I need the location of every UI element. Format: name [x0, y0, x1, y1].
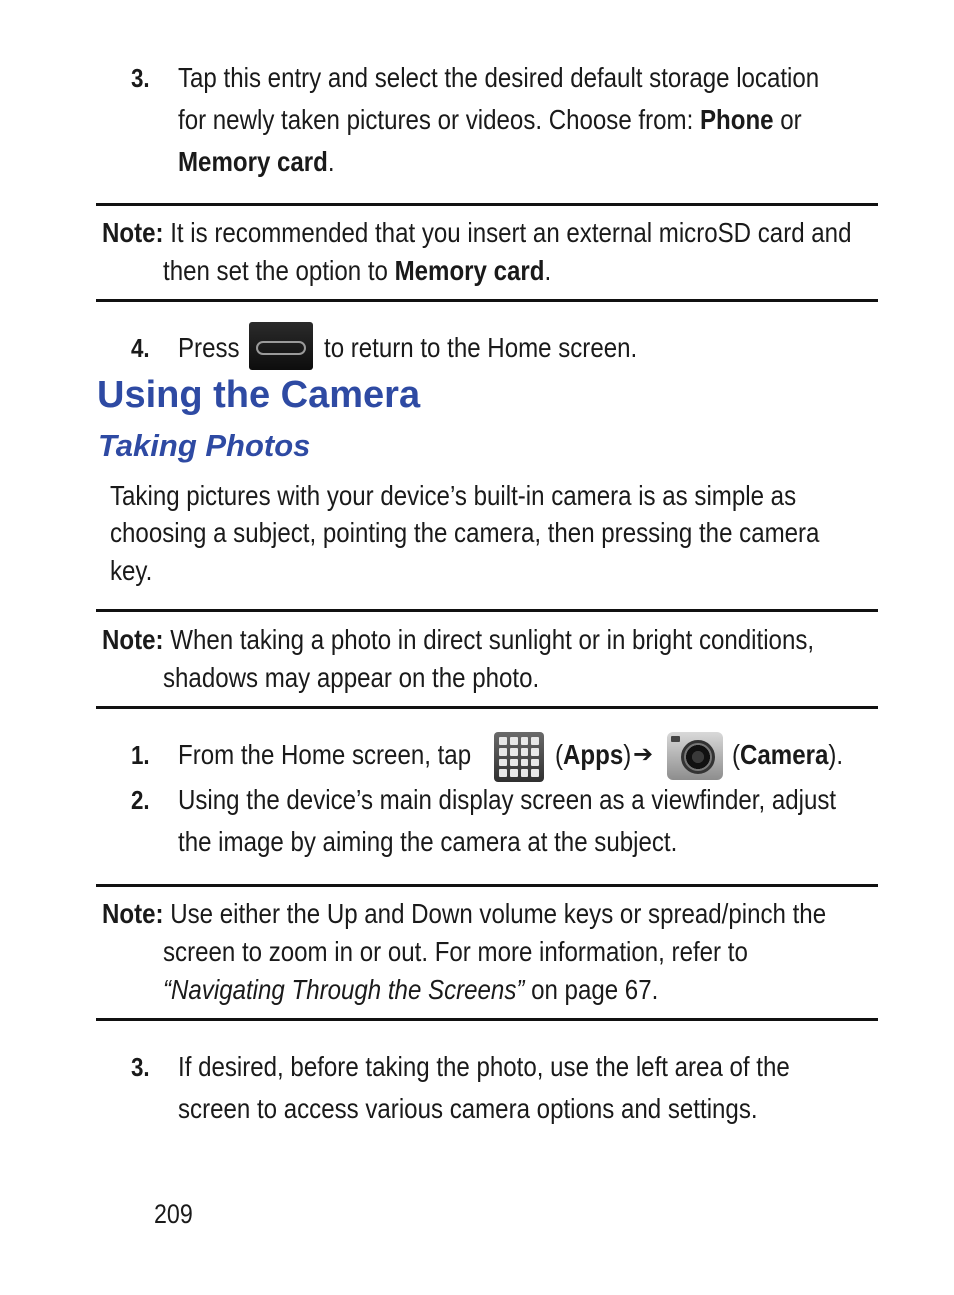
note-bottom-rule — [96, 1018, 878, 1021]
note-line: screen to zoom in or out. For more information, refer to — [163, 936, 748, 967]
step-text: Press — [178, 332, 240, 363]
step-text: to return to the Home screen. — [324, 332, 638, 363]
step-number: 4. — [131, 333, 150, 363]
step-number: 1. — [131, 740, 150, 770]
note-top-rule — [96, 203, 878, 206]
step-number: 3. — [131, 1052, 150, 1082]
note-line: “Navigating Through the Screens” on page 67. — [163, 974, 659, 1005]
apps-grid-icon — [494, 732, 544, 782]
note-line: Note: When taking a photo in direct sunlight or in bright conditions, — [102, 624, 815, 655]
note-label: Note: — [102, 217, 164, 248]
note-label: Note: — [102, 624, 164, 655]
step-text-line: If desired, before taking the photo, use the left area of the — [178, 1051, 790, 1082]
note-line: then set the option to Memory card. — [163, 255, 552, 286]
paragraph-line: choosing a subject, pointing the camera, then pressing the camera — [110, 517, 820, 548]
option-memory-card: Memory card — [178, 146, 328, 177]
step-text-line: Using the device’s main display screen as a viewfinder, adjust — [178, 784, 837, 815]
home-key-icon — [249, 322, 313, 370]
page-number: 209 — [154, 1199, 193, 1229]
option-phone: Phone — [699, 104, 774, 135]
step-text-line: for newly taken pictures or videos. Choose from: Phone or — [178, 104, 802, 135]
step-number: 2. — [131, 785, 150, 815]
note-bottom-rule — [96, 299, 878, 302]
note-line: Note: Use either the Up and Down volume keys or spread/pinch the — [102, 898, 827, 929]
step-text-line: Tap this entry and select the desired default storage location — [178, 62, 820, 93]
note-line: shadows may appear on the photo. — [163, 662, 540, 693]
note-top-rule — [96, 884, 878, 887]
note-line: Note: It is recommended that you insert an external microSD card and — [102, 217, 852, 248]
camera-app-icon — [667, 732, 723, 780]
step-text-line: screen to access various camera options and settings. — [178, 1093, 758, 1124]
note-top-rule — [96, 609, 878, 612]
step-text: From the Home screen, tap — [178, 739, 472, 770]
note-label: Note: — [102, 898, 164, 929]
subsection-heading: Taking Photos — [98, 428, 311, 463]
arrow-icon: ➔ — [633, 741, 654, 768]
camera-label: (Camera). — [732, 739, 844, 770]
step-text-line: Memory card. — [178, 146, 335, 177]
cross-reference-link[interactable]: “Navigating Through the Screens” — [163, 974, 525, 1005]
paragraph-line: Taking pictures with your device’s built-in camera is as simple as — [110, 480, 797, 511]
step-text-line: the image by aiming the camera at the subject. — [178, 826, 678, 857]
paragraph-line: key. — [110, 555, 153, 586]
note-bottom-rule — [96, 706, 878, 709]
section-heading: Using the Camera — [97, 374, 421, 416]
apps-label: (Apps) — [555, 739, 632, 770]
step-number: 3. — [131, 63, 150, 93]
